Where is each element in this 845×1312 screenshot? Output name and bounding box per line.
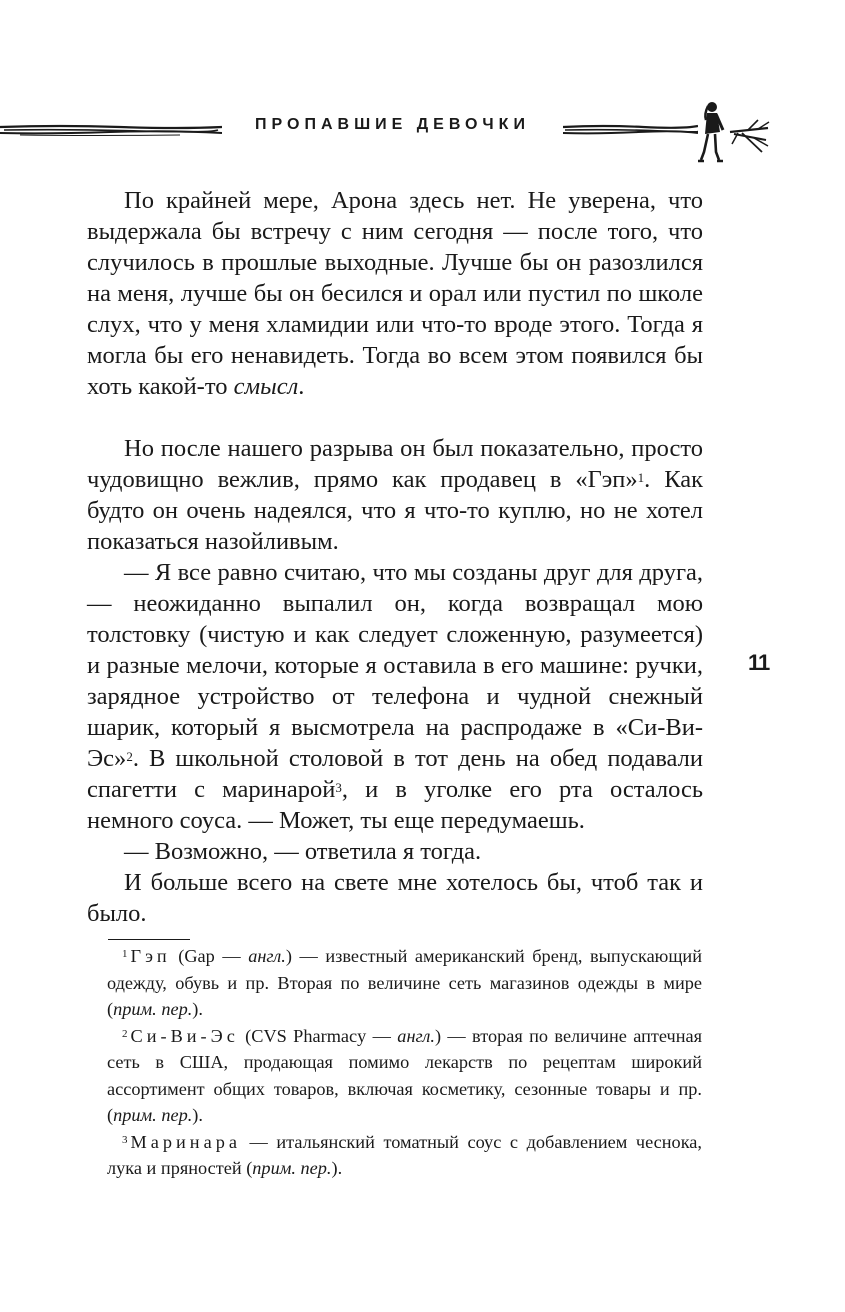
- walking-girl-icon: [693, 100, 727, 164]
- footnote: $^1$ Гэп (Gap — англ.) — известный американский бренд, выпускающий одежду, обувь и пр. Вторая по величине сеть магазинов одежды в мире (прим. пер.).: [107, 946, 702, 1019]
- paragraph: По крайней мере, Арона здесь нет. Не уверена, что выдержала бы встречу с ним сегодня — после того, что случилось в прошлые выходные. Лучше бы он разозлился на меня, лучше бы он бесился и орал или пустил по школе слух, что у меня хламидии или что-то вроде этого. Тогда я могла бы его ненавидеть. Тогда во всем этом появился бы хоть какой-то смысл.: [87, 187, 703, 400]
- footnote: $^3$ Маринара — итальянский томатный соус с добавлением чеснока, лука и пряностей (прим. пер.).: [107, 1131, 702, 1178]
- footnote-separator: [108, 939, 190, 940]
- running-header: [0, 100, 845, 170]
- branch-icon: [728, 118, 770, 158]
- footnotes: [107, 943, 702, 1182]
- paragraph: — Я все равно считаю, что мы созданы друг для друга, — неожиданно выпалил он, когда возвращал мою толстовку (чистую и как следует сложенную, разумеется) и разные мелочи, которые я оставила в его машине: ручки, зарядное устройство от телефона и чудной снежный шарик, который я высмотрела на распродаже в «Си-Ви-Эс»$^2$. В школьной столовой в тот день на обед подавали спагетти с маринарой$^3$, и в уголке его рта осталось немного соуса. — Может, ты еще передумаешь.: [87, 559, 703, 834]
- footnote-ref[interactable]: 1: [637, 470, 645, 485]
- paragraph: Но после нашего разрыва он был показательно, просто чудовищно вежлив, прямо как продавец в «Гэп»$^1$. Как будто он очень надеялся, что я что-то куплю, но не хотел показаться назойливым.: [87, 435, 703, 555]
- footnote: $^2$ Си-Ви-Эс (CVS Pharmacy — англ.) — вторая по величине аптечная сеть в США, продающая помимо лекарств по рецептам широкий ассортимент общих товаров, включая косметику, сезонные товары и пр. (прим. пер.).: [107, 1025, 702, 1125]
- header-rule-right: [563, 123, 698, 137]
- paragraph: И больше всего на свете мне хотелось бы, чтоб так и было.: [87, 869, 703, 927]
- main-text: [87, 185, 703, 929]
- footnote-ref[interactable]: 2: [126, 749, 133, 764]
- book-title: ПРОПАВШИЕ ДЕВОЧКИ: [255, 116, 530, 133]
- footnote-ref[interactable]: 3: [335, 780, 342, 795]
- paragraph: — Возможно, — ответила я тогда.: [124, 838, 482, 865]
- header-rule-left: [0, 123, 222, 137]
- page-number: 11: [748, 650, 770, 675]
